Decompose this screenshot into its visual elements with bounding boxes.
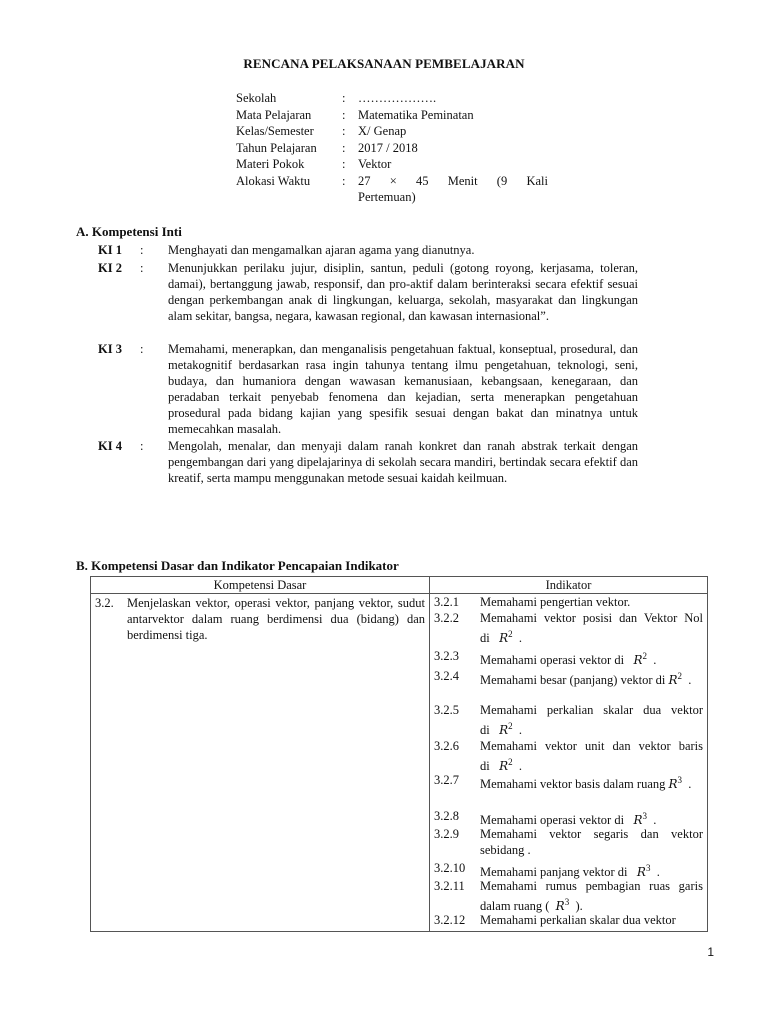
indicator-item xyxy=(430,738,707,772)
ki-text: Menunjukkan perilaku jujur, disiplin, santun, peduli (gotong royong, kerjasama, toleran, damai), bertanggung jawab, responsif, dan pro-aktif dalam berinteraksi secara efektif sesuai dengan perkembangan anak di lingkungan, keluarga, sekolah, masyarakat dan lingkungan alam sekitar, bangsa, negara, kawasan regional, dan kawasan internasional”. xyxy=(168,261,638,323)
math-symbol: R xyxy=(555,899,565,914)
info-colon: : xyxy=(342,173,346,188)
indicator-item xyxy=(430,772,707,808)
ki-id: KI 1 xyxy=(98,243,122,257)
info-value-part: 45 xyxy=(416,173,429,188)
math-symbol: R xyxy=(499,723,509,738)
indicator-item xyxy=(430,826,707,860)
ki-item xyxy=(98,260,638,341)
table-header-indicator: Indikator xyxy=(430,577,708,594)
indicator-number: 3.2.10 xyxy=(434,861,466,875)
indicator-text xyxy=(480,808,703,826)
info-value: Matematika Peminatan xyxy=(358,107,474,122)
indicator-cell xyxy=(430,594,708,932)
ki-id: KI 4 xyxy=(98,439,122,453)
math-symbol: R xyxy=(499,631,509,646)
info-value-part: Menit xyxy=(447,173,478,188)
info-row xyxy=(236,189,548,206)
indicator-text: Memahami pengertian vektor. xyxy=(480,595,631,609)
section-b-heading: B. Kompetensi Dasar dan Indikator Pencapaian Indikator xyxy=(76,558,399,573)
indicator-number: 3.2.4 xyxy=(434,669,459,683)
info-label: Alokasi Waktu xyxy=(236,173,311,188)
math-symbol: R xyxy=(633,813,643,828)
info-label: Mata Pelajaran xyxy=(236,107,312,122)
ki-item xyxy=(98,341,638,438)
section-a-heading: A. Kompetensi Inti xyxy=(76,224,182,239)
indicator-suffix: . xyxy=(518,723,523,738)
info-label: Kelas/Semester xyxy=(236,124,314,138)
indicator-number: 3.2.11 xyxy=(434,879,465,893)
indicator-label: Memahami vektor posisi dan Vektor Nol di xyxy=(480,611,703,646)
indicator-label: Memahami rumus pembagian ruas garis dalam ruang ( xyxy=(480,879,703,914)
indicator-number: 3.2.6 xyxy=(434,739,459,753)
info-value: X/ Genap xyxy=(358,124,407,138)
indicator-suffix: . xyxy=(688,673,692,688)
indicator-text xyxy=(480,648,703,668)
info-row xyxy=(236,90,548,107)
indicator-suffix: . xyxy=(688,777,692,792)
kd-text: Menjelaskan vektor, operasi vektor, panjang vektor, sudut antarvektor dalam ruang berdimensi dua (bidang) dan berdimensi tiga. xyxy=(127,596,425,642)
math-exponent: 2 xyxy=(508,629,513,639)
kd-cell xyxy=(91,594,430,932)
math-exponent: 3 xyxy=(642,811,647,821)
ki-id: KI 3 xyxy=(98,342,122,356)
indicator-suffix: ). xyxy=(575,899,583,914)
info-label: Sekolah xyxy=(236,91,277,105)
page-number: 1 xyxy=(707,945,714,959)
indicator-text xyxy=(480,668,703,702)
info-colon: : xyxy=(342,91,346,105)
indicator-item xyxy=(430,912,707,928)
indicator-suffix: . xyxy=(653,653,657,668)
ki-text: Menghayati dan mengamalkan ajaran agama yang dianutnya. xyxy=(168,243,475,257)
competency-table xyxy=(90,576,708,932)
math-exponent: 2 xyxy=(508,757,513,767)
indicator-item xyxy=(430,808,707,826)
info-row xyxy=(236,173,548,190)
table-header-kd: Kompetensi Dasar xyxy=(91,577,430,594)
indicator-number: 3.2.7 xyxy=(434,773,459,787)
ki-colon: : xyxy=(140,243,144,257)
info-value-part: 27 xyxy=(358,173,371,188)
indicator-item xyxy=(430,648,707,668)
ki-item xyxy=(98,242,638,260)
document-title: RENCANA PELAKSANAAN PEMBELAJARAN xyxy=(243,56,525,71)
ki-text: Mengolah, menalar, dan menyaji dalam ranah konkret dan ranah abstrak terkait dengan pengembangan dari yang dipelajarinya di sekolah secara mandiri, bertindak secara efektif dan kreatif, serta mampu menggunakan metode sesuai kaidah keilmuan. xyxy=(168,439,638,485)
indicator-text xyxy=(480,610,703,648)
indicator-suffix: . xyxy=(656,865,660,880)
math-symbol: R xyxy=(636,865,646,880)
info-row xyxy=(236,123,548,140)
info-value-part: × xyxy=(389,173,397,188)
indicator-number: 3.2.2 xyxy=(434,611,459,625)
indicator-label: Memahami vektor basis dalam ruang xyxy=(480,777,666,792)
info-value-part: Kali xyxy=(526,173,548,188)
math-exponent: 3 xyxy=(645,863,651,873)
info-value: Vektor xyxy=(358,157,392,171)
info-block xyxy=(236,90,548,206)
info-value-continuation: Pertemuan) xyxy=(358,190,416,204)
indicator-number: 3.2.5 xyxy=(434,703,459,717)
info-row xyxy=(236,107,548,124)
math-symbol: R xyxy=(668,777,678,792)
indicator-text xyxy=(480,772,703,808)
indicator-label: Memahami operasi vektor di xyxy=(480,653,625,668)
info-value: 2017 / 2018 xyxy=(358,140,418,155)
math-exponent: 3 xyxy=(564,897,570,907)
ki-item xyxy=(98,438,638,486)
indicator-number: 3.2.12 xyxy=(434,913,466,927)
indicator-number: 3.2.1 xyxy=(434,595,459,609)
info-row xyxy=(236,140,548,157)
ki-colon: : xyxy=(140,261,144,275)
indicator-suffix: . xyxy=(518,631,523,646)
ki-text: Memahami, menerapkan, dan menganalisis pengetahuan faktual, konseptual, prosedural, dan metakognitif berdasarkan rasa ingin tahunya tentang ilmu pengetahuan, teknologi, seni, budaya, dan humaniora dengan wawasan kemanusiaan, kebangsaan, kenegaraan, dan peradaban terkait penyebab fenomena dan kejadian, serta menerapkan pengetahuan prosedural pada bidang kajian yang spesifik sesuai dengan bakat dan minatnya untuk memecahkan masalah. xyxy=(168,342,638,436)
indicator-text: Memahami perkalian skalar dua vektor xyxy=(480,913,676,927)
math-symbol: R xyxy=(668,673,678,688)
math-symbol: R xyxy=(499,759,509,774)
indicator-suffix: . xyxy=(653,813,657,828)
kd-number: 3.2. xyxy=(95,596,114,610)
indicator-label: Memahami vektor unit dan vektor baris di xyxy=(480,739,703,774)
info-value-part: (9 xyxy=(496,173,508,188)
indicator-text xyxy=(480,702,703,738)
info-label: Materi Pokok xyxy=(236,157,305,171)
info-colon: : xyxy=(342,107,346,122)
math-exponent: 3 xyxy=(677,775,683,785)
math-exponent: 2 xyxy=(642,651,647,661)
indicator-label: Memahami besar (panjang) vektor di xyxy=(480,673,666,688)
indicator-item xyxy=(430,594,707,610)
table-row xyxy=(91,594,708,932)
ki-colon: : xyxy=(140,439,144,453)
indicator-number: 3.2.8 xyxy=(434,809,459,823)
indicator-suffix: . xyxy=(518,759,523,774)
indicator-label: Memahami perkalian skalar dua vektor di xyxy=(480,703,703,738)
indicator-item xyxy=(430,878,707,912)
table-header-row xyxy=(91,577,708,594)
indicator-number: 3.2.9 xyxy=(434,827,459,841)
kd-item xyxy=(95,595,425,643)
indicator-text: Memahami vektor segaris dan vektor sebidang . xyxy=(480,827,703,857)
info-value xyxy=(358,173,548,190)
info-colon: : xyxy=(342,157,346,171)
info-colon: : xyxy=(342,124,346,138)
indicator-text xyxy=(480,878,703,912)
ki-id: KI 2 xyxy=(98,261,122,275)
info-label: Tahun Pelajaran xyxy=(236,140,317,155)
indicator-label: Memahami operasi vektor di xyxy=(480,813,625,828)
math-exponent: 2 xyxy=(508,721,513,731)
math-exponent: 2 xyxy=(677,671,683,681)
indicator-text xyxy=(480,860,703,878)
indicator-item xyxy=(430,702,707,738)
indicator-item xyxy=(430,610,707,648)
info-colon: : xyxy=(342,140,346,155)
math-symbol: R xyxy=(633,653,643,668)
ki-list xyxy=(98,242,638,486)
info-value: ………………. xyxy=(358,91,437,105)
indicator-number: 3.2.3 xyxy=(434,649,459,663)
indicator-item xyxy=(430,668,707,702)
indicator-text xyxy=(480,738,703,772)
ki-colon: : xyxy=(140,342,144,356)
info-row xyxy=(236,156,548,173)
indicator-label: Memahami panjang vektor di xyxy=(480,865,628,880)
indicator-item xyxy=(430,860,707,878)
